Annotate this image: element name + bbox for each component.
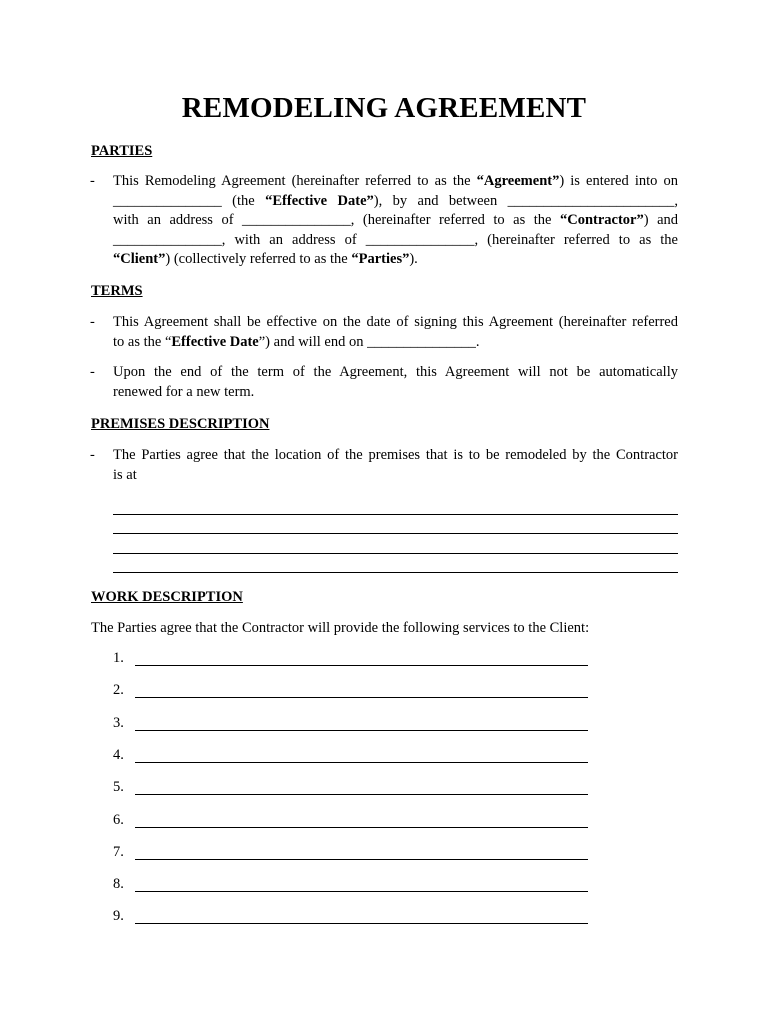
premises-line: The Parties agree that the location of the premises that is to be remodeled by the Contractor — [113, 447, 678, 463]
premises-fill-line[interactable] — [113, 572, 678, 573]
work-intro: The Parties agree that the Contractor will provide the following services to the Client: — [91, 620, 590, 636]
parties-line: with an address of _______________, (hereinafter referred to as the “Contractor”) and — [113, 212, 678, 228]
premises-line: is at — [113, 466, 137, 483]
work-list-item — [113, 844, 593, 864]
parties-line: _______________, with an address of _______________, (hereinafter referred to as the — [113, 231, 678, 248]
terms-item-1-line: to as the “Effective Date”) and will end on _______________. — [113, 333, 480, 350]
work-list-item — [113, 682, 593, 702]
work-list-fill-line[interactable] — [135, 891, 588, 892]
work-list-number: 9. — [113, 908, 124, 925]
parties-paragraph — [113, 172, 678, 270]
terms-bullet-2: - — [90, 364, 95, 380]
terms-item-2-line: Upon the end of the term of the Agreement, this Agreement will not be automatically — [113, 364, 678, 380]
work-list-fill-line[interactable] — [135, 665, 588, 666]
premises-bullet: - — [90, 447, 95, 463]
terms-item-2-line: renewed for a new term. — [113, 383, 255, 400]
work-list-fill-line[interactable] — [135, 730, 588, 731]
work-list-item — [113, 812, 593, 832]
work-list-fill-line[interactable] — [135, 697, 588, 698]
work-list-fill-line[interactable] — [135, 859, 588, 860]
work-list-number: 1. — [113, 650, 124, 666]
parties-line: “Client”) (collectively referred to as the “Parties”). — [113, 251, 418, 267]
premises-fill-line[interactable] — [113, 514, 678, 515]
work-list-number: 4. — [113, 746, 124, 763]
terms-item-1-line: This Agreement shall be effective on the date of signing this Agreement (hereinafter referred — [113, 314, 678, 330]
work-list-item — [113, 779, 593, 799]
parties-line: This Remodeling Agreement (hereinafter referred to as the “Agreement”) is entered into on — [113, 173, 678, 189]
terms-heading: TERMS — [91, 283, 143, 299]
work-list-item — [113, 876, 593, 896]
work-list-number: 6. — [113, 811, 124, 828]
document-title: REMODELING AGREEMENT — [181, 92, 587, 124]
work-list-number: 8. — [113, 876, 124, 893]
terms-bullet-1: - — [90, 314, 95, 330]
work-list-item — [113, 908, 593, 928]
work-list-fill-line[interactable] — [135, 827, 588, 828]
work-list-number: 7. — [113, 843, 124, 860]
work-list-number: 5. — [113, 779, 124, 796]
parties-bullet: - — [90, 173, 95, 189]
premises-fill-line[interactable] — [113, 533, 678, 534]
work-list-number: 3. — [113, 714, 124, 731]
parties-heading: PARTIES — [91, 143, 153, 159]
work-list-fill-line[interactable] — [135, 923, 588, 924]
work-list-fill-line[interactable] — [135, 762, 588, 763]
work-list-number: 2. — [113, 682, 124, 699]
terms-item-1 — [113, 313, 678, 352]
terms-item-2 — [113, 363, 678, 402]
premises-heading: PREMISES DESCRIPTION — [91, 416, 270, 432]
premises-paragraph — [113, 446, 678, 485]
work-heading: WORK DESCRIPTION — [91, 589, 243, 605]
work-list-item — [113, 650, 593, 670]
premises-fill-line[interactable] — [113, 553, 678, 554]
parties-line: _______________ (the “Effective Date”), by and between _______________________, — [113, 192, 679, 209]
work-list-item — [113, 715, 593, 735]
work-list-fill-line[interactable] — [135, 794, 588, 795]
work-list-item — [113, 747, 593, 767]
